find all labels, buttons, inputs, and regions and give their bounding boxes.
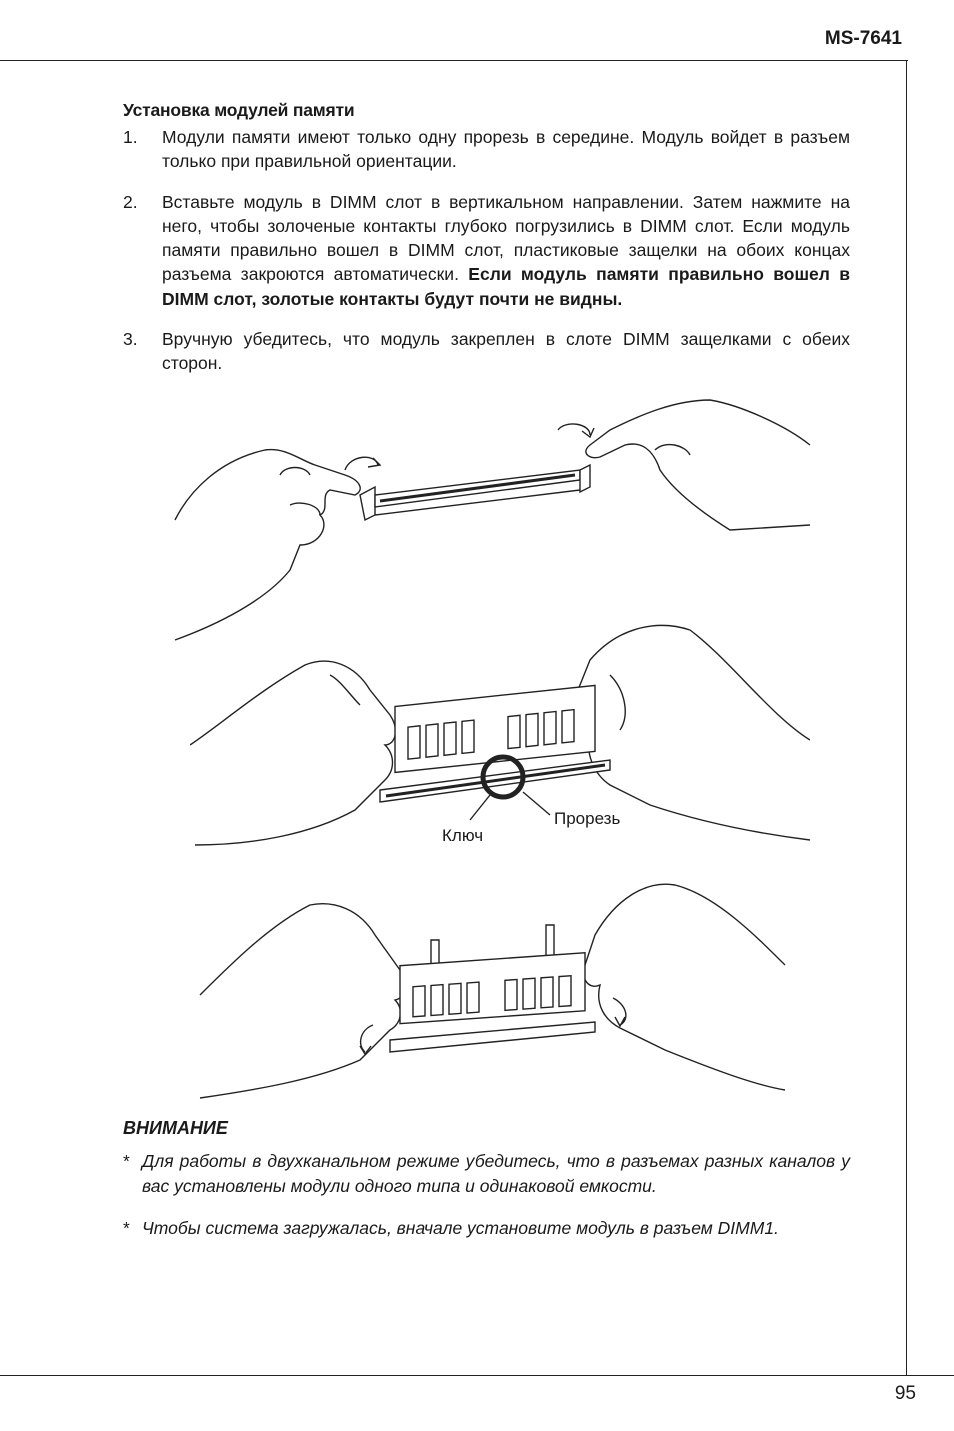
notice-title: ВНИМАНИЕ (123, 1118, 228, 1138)
step-number: 1. (123, 127, 138, 147)
step-2 (123, 190, 850, 311)
step-number: 2. (123, 191, 138, 212)
label-slot: Прорезь (554, 809, 621, 828)
bullet-star: * (123, 1218, 130, 1238)
main-content (123, 100, 850, 392)
section-title: Установка модулей памяти (123, 100, 355, 120)
margin-rule (906, 60, 907, 1376)
footer-rule (0, 1375, 954, 1376)
step-emphasis: Если модуль памяти правильно вошел в DIMM слот, золотые контакты будут почти не видны. (162, 264, 850, 309)
notice-text: Для работы в двухканальном режиме убедитесь, что в разъемах разных каналов у вас установлены модули одного типа и одинаковой емкости. (142, 1151, 850, 1196)
step-3 (123, 327, 850, 376)
step-text: Модули памяти имеют только одну прорезь в середине. Модуль войдет в разъем только при правильной ориентации. (162, 127, 850, 172)
notice-item (123, 1216, 850, 1241)
page-number: 95 (894, 1383, 916, 1404)
notice-text: Чтобы система загружалась, вначале установите модуль в разъем DIMM1. (142, 1218, 779, 1238)
step-number: 3. (123, 329, 138, 350)
notice-block (123, 1118, 850, 1259)
illustration-press-module (195, 880, 855, 1100)
label-key: Ключ (442, 826, 484, 845)
illustration-open-latches (170, 395, 830, 645)
bullet-star: * (123, 1151, 130, 1171)
header-model: MS-7641 (824, 28, 902, 49)
step-text: Вставьте модуль в DIMM слот в вертикальном направлении. Затем нажмите на него, чтобы золоченые контакты глубоко погрузились в DIMM слот. Если модуль памяти правильно вошел в DIMM слот, пластиковые защелки на обоих концах разъема закроются автоматически. Если модуль памяти правильно вошел в DIMM слот, золотые контакты будут почти не видны. (162, 191, 850, 309)
header-rule (0, 60, 908, 61)
notice-item (123, 1149, 850, 1198)
illustration-insert-module (190, 620, 850, 850)
step-1 (123, 125, 850, 174)
step-text: Вручную убедитесь, что модуль закреплен в слоте DIMM защелками с обеих сторон. (162, 329, 850, 374)
